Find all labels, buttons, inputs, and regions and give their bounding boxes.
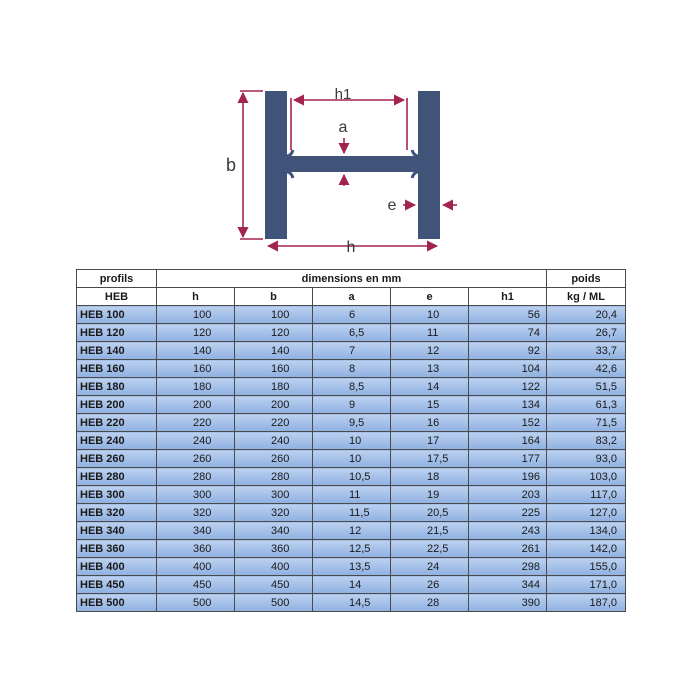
table-row bbox=[77, 540, 626, 558]
e-cell: 17,5 bbox=[391, 450, 469, 468]
h1-cell: 344 bbox=[469, 576, 547, 594]
h1-cell: 298 bbox=[469, 558, 547, 576]
e-cell: 14 bbox=[391, 378, 469, 396]
h-cell: 200 bbox=[157, 396, 235, 414]
profile-name-cell: HEB 320 bbox=[77, 504, 157, 522]
h-cell: 500 bbox=[157, 594, 235, 612]
table-row bbox=[77, 396, 626, 414]
a-cell: 10 bbox=[313, 450, 391, 468]
weight-cell: 42,6 bbox=[547, 360, 626, 378]
e-cell: 24 bbox=[391, 558, 469, 576]
e-cell: 10 bbox=[391, 306, 469, 324]
h-cell: 120 bbox=[157, 324, 235, 342]
weight-cell: 103,0 bbox=[547, 468, 626, 486]
a-cell: 10 bbox=[313, 432, 391, 450]
profile-name-cell: HEB 500 bbox=[77, 594, 157, 612]
e-cell: 17 bbox=[391, 432, 469, 450]
table-row bbox=[77, 522, 626, 540]
weight-cell: 33,7 bbox=[547, 342, 626, 360]
h-cell: 400 bbox=[157, 558, 235, 576]
table-row bbox=[77, 558, 626, 576]
h1-cell: 122 bbox=[469, 378, 547, 396]
weight-cell: 71,5 bbox=[547, 414, 626, 432]
header-row-2 bbox=[77, 288, 626, 306]
table-row bbox=[77, 504, 626, 522]
b-cell: 360 bbox=[235, 540, 313, 558]
h-cell: 100 bbox=[157, 306, 235, 324]
a-cell: 9,5 bbox=[313, 414, 391, 432]
a-cell: 14 bbox=[313, 576, 391, 594]
h1-cell: 104 bbox=[469, 360, 547, 378]
a-cell: 8,5 bbox=[313, 378, 391, 396]
b-cell: 300 bbox=[235, 486, 313, 504]
h1-cell: 152 bbox=[469, 414, 547, 432]
h-cell: 180 bbox=[157, 378, 235, 396]
h1-cell: 390 bbox=[469, 594, 547, 612]
e-cell: 19 bbox=[391, 486, 469, 504]
label-h1: h1 bbox=[334, 86, 352, 103]
table-row bbox=[77, 468, 626, 486]
b-cell: 500 bbox=[235, 594, 313, 612]
profile-name-cell: HEB 120 bbox=[77, 324, 157, 342]
a-cell: 6 bbox=[313, 306, 391, 324]
h-cell: 220 bbox=[157, 414, 235, 432]
col-header-b: b bbox=[235, 288, 313, 306]
table-row bbox=[77, 342, 626, 360]
weight-cell: 93,0 bbox=[547, 450, 626, 468]
h1-cell: 196 bbox=[469, 468, 547, 486]
e-cell: 13 bbox=[391, 360, 469, 378]
h1-cell: 243 bbox=[469, 522, 547, 540]
a-cell: 12,5 bbox=[313, 540, 391, 558]
profile-name-cell: HEB 220 bbox=[77, 414, 157, 432]
e-cell: 22,5 bbox=[391, 540, 469, 558]
b-cell: 340 bbox=[235, 522, 313, 540]
right-flange bbox=[418, 91, 440, 239]
e-cell: 18 bbox=[391, 468, 469, 486]
a-cell: 12 bbox=[313, 522, 391, 540]
col-header-h1: h1 bbox=[469, 288, 547, 306]
h1-cell: 74 bbox=[469, 324, 547, 342]
col-header-a: a bbox=[313, 288, 391, 306]
table-row bbox=[77, 486, 626, 504]
h-cell: 450 bbox=[157, 576, 235, 594]
h-cell: 300 bbox=[157, 486, 235, 504]
header-dimensions: dimensions en mm bbox=[157, 270, 547, 288]
profile-name-cell: HEB 100 bbox=[77, 306, 157, 324]
b-cell: 140 bbox=[235, 342, 313, 360]
weight-cell: 187,0 bbox=[547, 594, 626, 612]
h1-cell: 177 bbox=[469, 450, 547, 468]
header-profils: profils bbox=[77, 270, 157, 288]
h-cell: 260 bbox=[157, 450, 235, 468]
b-cell: 100 bbox=[235, 306, 313, 324]
e-cell: 21,5 bbox=[391, 522, 469, 540]
a-cell: 9 bbox=[313, 396, 391, 414]
weight-cell: 83,2 bbox=[547, 432, 626, 450]
b-cell: 260 bbox=[235, 450, 313, 468]
h-cell: 340 bbox=[157, 522, 235, 540]
label-b: b bbox=[225, 155, 237, 175]
b-cell: 220 bbox=[235, 414, 313, 432]
profile-name-cell: HEB 180 bbox=[77, 378, 157, 396]
left-flange bbox=[265, 91, 287, 239]
weight-cell: 171,0 bbox=[547, 576, 626, 594]
h-cell: 140 bbox=[157, 342, 235, 360]
h1-cell: 164 bbox=[469, 432, 547, 450]
b-cell: 450 bbox=[235, 576, 313, 594]
table-row bbox=[77, 594, 626, 612]
web bbox=[287, 156, 418, 172]
heb-profile-table bbox=[76, 269, 626, 612]
weight-cell: 61,3 bbox=[547, 396, 626, 414]
header-unit: kg / ML bbox=[547, 288, 626, 306]
a-cell: 7 bbox=[313, 342, 391, 360]
b-cell: 120 bbox=[235, 324, 313, 342]
label-e: e bbox=[387, 197, 397, 214]
h1-cell: 225 bbox=[469, 504, 547, 522]
b-cell: 320 bbox=[235, 504, 313, 522]
a-cell: 14,5 bbox=[313, 594, 391, 612]
b-cell: 280 bbox=[235, 468, 313, 486]
a-cell: 8 bbox=[313, 360, 391, 378]
a-cell: 6,5 bbox=[313, 324, 391, 342]
b-cell: 160 bbox=[235, 360, 313, 378]
header-poids: poids bbox=[547, 270, 626, 288]
weight-cell: 51,5 bbox=[547, 378, 626, 396]
i-beam-diagram bbox=[0, 0, 700, 262]
a-cell: 11 bbox=[313, 486, 391, 504]
b-cell: 400 bbox=[235, 558, 313, 576]
profile-name-cell: HEB 450 bbox=[77, 576, 157, 594]
table-row bbox=[77, 576, 626, 594]
label-h: h bbox=[346, 239, 356, 256]
h1-cell: 134 bbox=[469, 396, 547, 414]
b-cell: 180 bbox=[235, 378, 313, 396]
h1-cell: 203 bbox=[469, 486, 547, 504]
profile-name-cell: HEB 360 bbox=[77, 540, 157, 558]
profile-name-cell: HEB 400 bbox=[77, 558, 157, 576]
e-cell: 12 bbox=[391, 342, 469, 360]
profile-name-cell: HEB 140 bbox=[77, 342, 157, 360]
h1-cell: 261 bbox=[469, 540, 547, 558]
table-row bbox=[77, 306, 626, 324]
weight-cell: 134,0 bbox=[547, 522, 626, 540]
table-row bbox=[77, 450, 626, 468]
table-row bbox=[77, 360, 626, 378]
profile-name-cell: HEB 280 bbox=[77, 468, 157, 486]
weight-cell: 117,0 bbox=[547, 486, 626, 504]
b-cell: 200 bbox=[235, 396, 313, 414]
profile-name-cell: HEB 160 bbox=[77, 360, 157, 378]
profile-name-cell: HEB 240 bbox=[77, 432, 157, 450]
e-cell: 16 bbox=[391, 414, 469, 432]
h-cell: 360 bbox=[157, 540, 235, 558]
weight-cell: 127,0 bbox=[547, 504, 626, 522]
e-cell: 15 bbox=[391, 396, 469, 414]
table-row bbox=[77, 324, 626, 342]
a-cell: 10,5 bbox=[313, 468, 391, 486]
profile-name-cell: HEB 260 bbox=[77, 450, 157, 468]
e-cell: 28 bbox=[391, 594, 469, 612]
e-cell: 26 bbox=[391, 576, 469, 594]
col-header-h: h bbox=[157, 288, 235, 306]
h-cell: 320 bbox=[157, 504, 235, 522]
header-heb: HEB bbox=[77, 288, 157, 306]
h-cell: 160 bbox=[157, 360, 235, 378]
h1-cell: 92 bbox=[469, 342, 547, 360]
profile-name-cell: HEB 200 bbox=[77, 396, 157, 414]
e-cell: 11 bbox=[391, 324, 469, 342]
e-cell: 20,5 bbox=[391, 504, 469, 522]
profile-name-cell: HEB 340 bbox=[77, 522, 157, 540]
table-row bbox=[77, 432, 626, 450]
h1-cell: 56 bbox=[469, 306, 547, 324]
weight-cell: 142,0 bbox=[547, 540, 626, 558]
table-row bbox=[77, 414, 626, 432]
h-cell: 240 bbox=[157, 432, 235, 450]
table-row bbox=[77, 378, 626, 396]
b-cell: 240 bbox=[235, 432, 313, 450]
h-cell: 280 bbox=[157, 468, 235, 486]
a-cell: 11,5 bbox=[313, 504, 391, 522]
weight-cell: 26,7 bbox=[547, 324, 626, 342]
weight-cell: 155,0 bbox=[547, 558, 626, 576]
a-cell: 13,5 bbox=[313, 558, 391, 576]
profile-name-cell: HEB 300 bbox=[77, 486, 157, 504]
weight-cell: 20,4 bbox=[547, 306, 626, 324]
col-header-e: e bbox=[391, 288, 469, 306]
label-a: a bbox=[338, 119, 348, 136]
header-row-1 bbox=[77, 270, 626, 288]
